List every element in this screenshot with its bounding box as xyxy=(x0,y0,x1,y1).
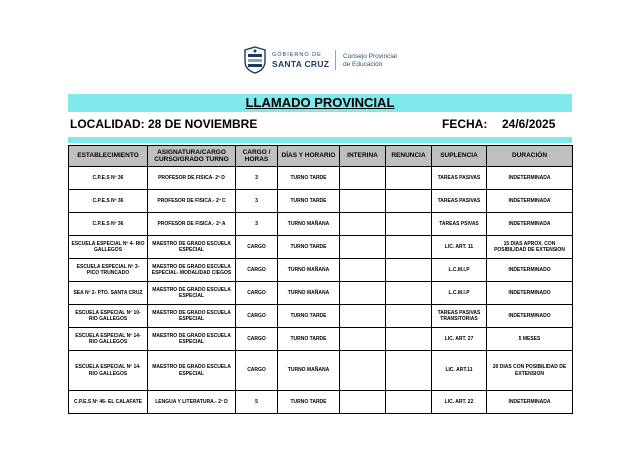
cell-suplencia: L.C.M.I.P xyxy=(432,282,487,305)
vacancies-table xyxy=(68,145,573,414)
cell-cargo: CARGO xyxy=(236,305,278,328)
cell-dias: TURNO TARDE xyxy=(278,236,340,259)
header-suplencia: SUPLENCIA xyxy=(432,146,487,167)
cell-asignatura: MAESTRO DE GRADO ESCUELA ESPECIAL xyxy=(148,328,236,351)
header-divider xyxy=(335,50,336,70)
cell-renuncia xyxy=(386,213,432,236)
cell-establecimiento: C.P.E.S Nº 46- EL CALAFATE xyxy=(69,391,148,414)
header-dias: DÍAS Y HORARIO xyxy=(278,146,340,167)
council-line-2: de Educación xyxy=(343,61,383,68)
cell-duracion: 20 DIAS CON POSIBILIDAD DE EXTENSION xyxy=(487,351,573,391)
table-row xyxy=(69,391,573,414)
header-asignatura-line2: CURSO/GRADO TURNO xyxy=(154,156,229,163)
cell-suplencia: TAREAS PSIVAS xyxy=(432,213,487,236)
cell-establecimiento: ESCUELA ESPECIAL Nº 3- PICO TRUNCADO xyxy=(69,259,148,282)
cell-asignatura: PROFESOR DE FISICA- 2º D xyxy=(148,167,236,190)
cell-interina xyxy=(340,391,386,414)
cell-interina xyxy=(340,213,386,236)
table-row xyxy=(69,236,573,259)
cell-interina xyxy=(340,328,386,351)
cell-interina xyxy=(340,259,386,282)
table-row xyxy=(69,305,573,328)
cell-suplencia: TAREAS PASIVAS xyxy=(432,167,487,190)
cell-dias: TURNO TARDE xyxy=(278,190,340,213)
cell-dias: TURNO MAÑANA xyxy=(278,259,340,282)
cell-dias: TURNO TARDE xyxy=(278,167,340,190)
header-cargo xyxy=(236,146,278,167)
table-row xyxy=(69,167,573,190)
cell-establecimiento: C.P.E.S Nº 36 xyxy=(69,190,148,213)
council-line-1: Consejo Provincial xyxy=(343,53,397,60)
cell-asignatura: MAESTRO DE GRADO ESCUELA ESPECIAL xyxy=(148,282,236,305)
cell-establecimiento: ESCUELA ESPECIAL Nº 4- RIO GALLEGOS xyxy=(69,236,148,259)
cell-renuncia xyxy=(386,259,432,282)
cell-cargo: CARGO xyxy=(236,259,278,282)
cell-interina xyxy=(340,236,386,259)
cell-renuncia xyxy=(386,190,432,213)
cell-cargo: CARGO xyxy=(236,351,278,391)
cell-dias: TURNO MAÑANA xyxy=(278,282,340,305)
cell-cargo: 3 xyxy=(236,167,278,190)
table-row xyxy=(69,328,573,351)
cell-asignatura: LENGUA Y LITERATURA.- 2º D xyxy=(148,391,236,414)
cell-dias: TURNO TARDE xyxy=(278,391,340,414)
cell-duracion: INDETERMINADA xyxy=(487,391,573,414)
table-header-row xyxy=(69,146,573,167)
cell-dias: TURNO TARDE xyxy=(278,305,340,328)
date-label: FECHA: xyxy=(442,117,488,131)
table-row xyxy=(69,259,573,282)
cell-cargo: CARGO xyxy=(236,236,278,259)
header-renuncia: RENUNCIA xyxy=(386,146,432,167)
cell-establecimiento: ESCUELA ESPECIAL Nº 10- RIO GALLEGOS xyxy=(69,305,148,328)
cell-renuncia xyxy=(386,328,432,351)
cell-duracion: 15 DIAS APROX. CON POSIBILIDAD DE EXTENSION xyxy=(487,236,573,259)
cell-suplencia: L.C.M.I.P xyxy=(432,259,487,282)
cell-asignatura: MAESTRO DE GRADO ESCUELA ESPECIAL xyxy=(148,305,236,328)
page-title: LLAMADO PROVINCIAL xyxy=(245,95,395,110)
header xyxy=(0,40,640,86)
cell-duracion: INDETERMINADA xyxy=(487,213,573,236)
locality-line xyxy=(70,117,570,133)
province-name: SANTA CRUZ xyxy=(272,59,330,69)
cell-asignatura: MAESTRO DE GRADO ESCUELA ESPECIAL- MODALIDAD CIEGOS xyxy=(148,259,236,282)
cell-renuncia xyxy=(386,236,432,259)
cell-establecimiento: ESCUELA ESPECIAL Nº 14- RIO GALLEGOS xyxy=(69,328,148,351)
table-row xyxy=(69,213,573,236)
table-row xyxy=(69,282,573,305)
cell-duracion: INDETERMINADA xyxy=(487,167,573,190)
cell-suplencia: TAREAS PASIVAS xyxy=(432,190,487,213)
cell-asignatura: MAESTRO DE GRADO ESCUELA ESPECIAL xyxy=(148,351,236,391)
header-interina: INTERINA xyxy=(340,146,386,167)
cell-duracion: INDETERMINADO xyxy=(487,259,573,282)
cell-cargo: 3 xyxy=(236,190,278,213)
cell-cargo: 3 xyxy=(236,213,278,236)
cell-dias: TURNO MAÑANA xyxy=(278,213,340,236)
cell-dias: TURNO MAÑANA xyxy=(278,351,340,391)
government-label: GOBIERNO DE xyxy=(272,52,322,58)
cell-establecimiento: C.P.E.S Nº 36 xyxy=(69,167,148,190)
cell-renuncia xyxy=(386,167,432,190)
cell-suplencia: LIC. ART. 27 xyxy=(432,328,487,351)
header-cargo-line2: HORAS xyxy=(244,156,269,163)
header-asignatura-line1: ASIGNATURA/CARGO xyxy=(157,148,226,156)
cell-asignatura: MAESTRO DE GRADO ESCUELA ESPECIAL xyxy=(148,236,236,259)
cell-renuncia xyxy=(386,351,432,391)
council-name xyxy=(343,53,397,69)
header-cargo-line1: CARGO / xyxy=(242,148,271,156)
locality-label: LOCALIDAD: 28 DE NOVIEMBRE xyxy=(70,117,258,131)
header-establecimiento: ESTABLECIMIENTO xyxy=(69,146,148,167)
cell-suplencia: LIC. ART. 22 xyxy=(432,391,487,414)
table-row xyxy=(69,190,573,213)
cell-duracion: INDETERMINADO xyxy=(487,305,573,328)
date-value: 24/6/2025 xyxy=(502,117,556,131)
cell-duracion: INDETERMINADA xyxy=(487,190,573,213)
cell-renuncia xyxy=(386,305,432,328)
cell-cargo: CARGO xyxy=(236,328,278,351)
header-duracion: DURACIÓN xyxy=(487,146,573,167)
cell-suplencia: LIC. ART.11 xyxy=(432,351,487,391)
cell-asignatura: PROFESOR DE FISICA.- 2º C xyxy=(148,190,236,213)
province-seal-icon xyxy=(244,46,266,74)
header-asignatura xyxy=(148,146,236,167)
cell-renuncia xyxy=(386,282,432,305)
title-banner xyxy=(68,94,572,112)
cell-establecimiento: ESCUELA ESPECIAL Nº 14- RIO GALLEGOS xyxy=(69,351,148,391)
cell-duracion: 5 MESES xyxy=(487,328,573,351)
cell-duracion: INDETERMINADO xyxy=(487,282,573,305)
cell-interina xyxy=(340,282,386,305)
cell-establecimiento: SEA Nº 2- PTO. SANTA CRUZ xyxy=(69,282,148,305)
cell-suplencia: TAREAS PASIVAS TRANSITORIAS xyxy=(432,305,487,328)
separator-strip xyxy=(68,137,572,143)
cell-interina xyxy=(340,305,386,328)
cell-dias: TURNO TARDE xyxy=(278,328,340,351)
table-row xyxy=(69,351,573,391)
cell-asignatura: PROFESOR DE FISICA.- 2º A xyxy=(148,213,236,236)
cell-cargo: 5 xyxy=(236,391,278,414)
cell-interina xyxy=(340,190,386,213)
cell-suplencia: LIC. ART. 11 xyxy=(432,236,487,259)
cell-cargo: CARGO xyxy=(236,282,278,305)
cell-establecimiento: C.P.E.S Nº 36 xyxy=(69,213,148,236)
cell-interina xyxy=(340,167,386,190)
cell-interina xyxy=(340,351,386,391)
cell-renuncia xyxy=(386,391,432,414)
